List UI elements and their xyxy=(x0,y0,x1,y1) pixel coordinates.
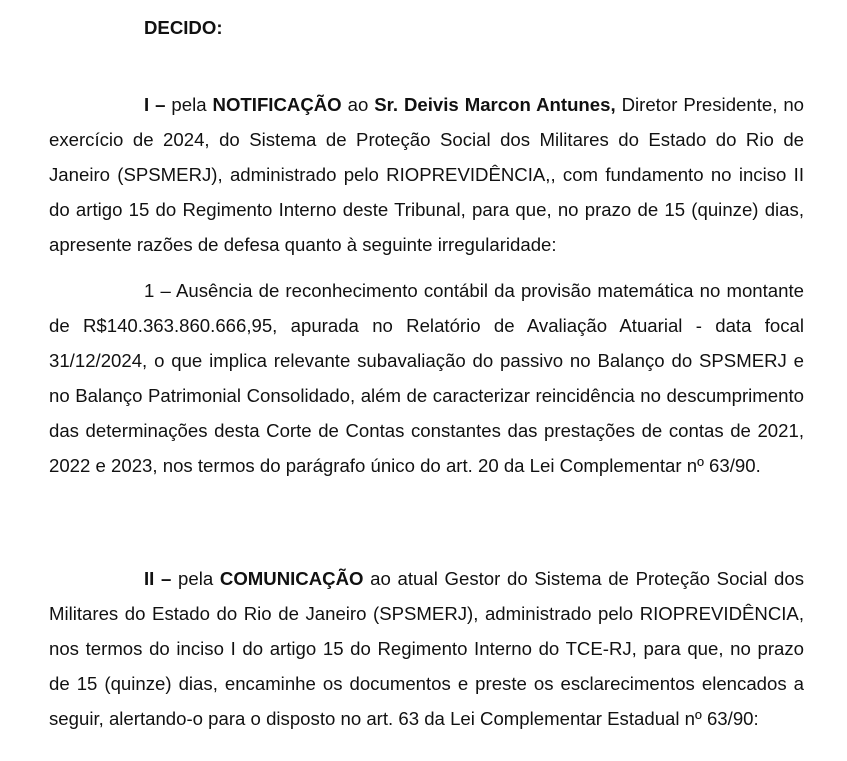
item-i-body: Diretor Presidente, no exercício de 2024, do Sistema de Proteção Social dos Militares do Estado do Rio de Janeiro (SPSMERJ), administrado pelo RIOPREVIDÊNCIA,, com fundamento no inciso II do artigo 15 do Regimento Interno deste Tribunal, para que, no prazo de 15 (quinze) dias, apresente razões de defesa quanto à seguinte irregularidade: xyxy=(49,94,805,255)
item-i-action: NOTIFICAÇÃO xyxy=(212,94,342,115)
item-i-paragraph xyxy=(49,87,804,262)
irregularity-1-paragraph: 1 – Ausência de reconhecimento contábil da provisão matemática no montante de R$140.363.860.666,95, apurada no Relatório de Avaliação Atuarial - data focal 31/12/2024, o que implica relevante subavaliação do passivo no Balanço do SPSMERJ e no Balanço Patrimonial Consolidado, além de caracterizar reincidência no descumprimento das determinações desta Corte de Contas constantes das prestações de contas de 2021, 2022 e 2023, nos termos do parágrafo único do art. 20 da Lei Complementar nº 63/90. xyxy=(49,280,804,476)
item-ii-body: ao atual Gestor do Sistema de Proteção Social dos Militares do Estado do Rio de Janeiro (SPSMERJ), administrado pelo RIOPREVIDÊNCIA, nos termos do inciso I do artigo 15 do Regimento Interno do TCE-RJ, para que, no prazo de 15 (quinze) dias, encaminhe os documentos e preste os esclarecimentos elencados a seguir, alertando-o para o disposto no art. 63 da Lei Complementar Estadual nº 63/90: xyxy=(49,568,804,729)
item-ii-paragraph xyxy=(49,561,804,736)
item-i-pre: pela xyxy=(165,94,213,115)
item-i-numeral: I – xyxy=(144,94,166,115)
item-ii-action: COMUNICAÇÃO xyxy=(219,568,364,589)
item-ii-numeral: II – xyxy=(144,568,172,589)
item-ii-pre: pela xyxy=(171,568,220,589)
item-i-person: Sr. Deivis Marcon Antunes, xyxy=(374,94,616,115)
decision-heading: DECIDO: xyxy=(144,17,223,38)
item-i-mid: ao xyxy=(341,94,375,115)
